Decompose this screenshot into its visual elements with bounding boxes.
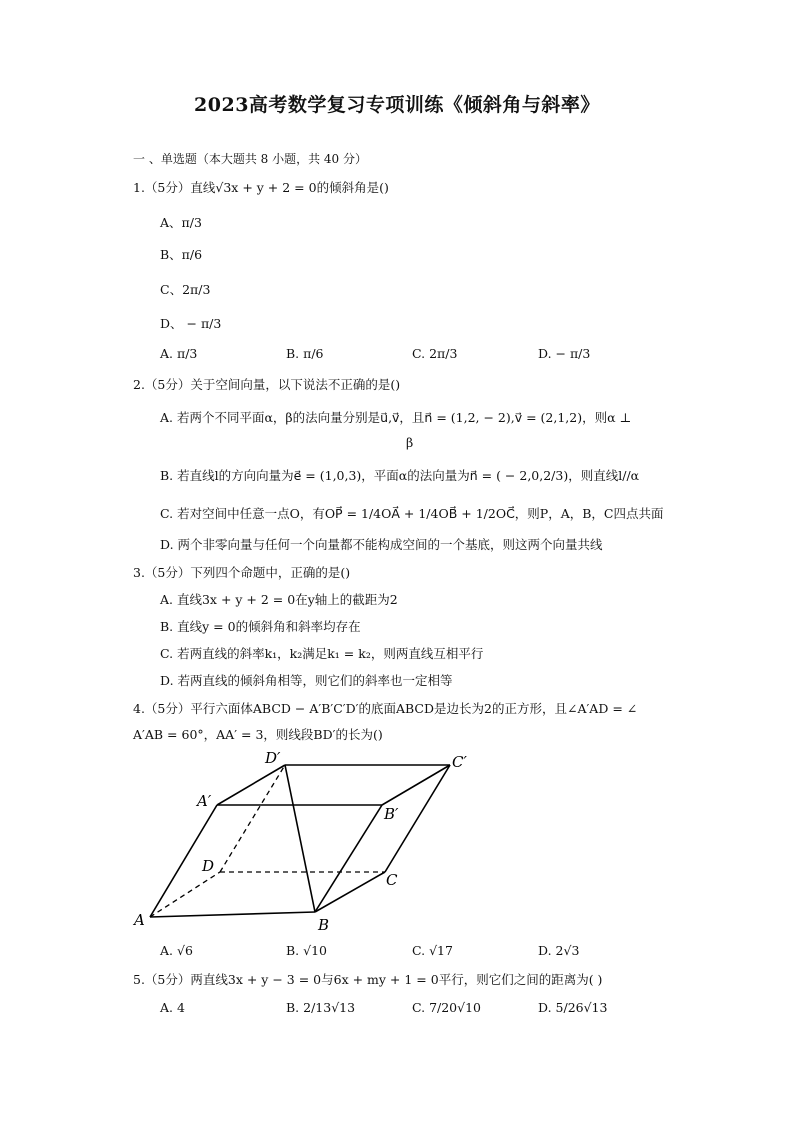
question-1-stem: 1.（5分）直线√3x + y + 2 = 0的倾斜角是()	[133, 180, 389, 195]
q3-option-a: A. 直线3x + y + 2 = 0在y轴上的截距为2	[160, 592, 398, 607]
q1-row-d: D. − π/3	[538, 346, 591, 361]
parallelepiped-figure	[120, 745, 480, 940]
question-4-stem-line1: 4.（5分）平行六面体ABCD − A′B′C′D′的底面ABCD是边长为2的正方形，且∠A′AD = ∠	[133, 701, 638, 716]
q2-option-b: B. 若直线l的方向向量为e⃗ = (1,0,3)，平面α的法向量为n⃗ = ( − 2,0,2/3)，则直线l//α	[160, 468, 640, 483]
section-heading: 一 、单选题（本大题共 8 小题，共 40 分）	[133, 152, 367, 166]
q4-row-d: D. 2√3	[538, 943, 580, 958]
q2-option-a-cont: β	[406, 435, 414, 450]
edge-BB1	[315, 805, 382, 912]
q1-row-a: A. π/3	[160, 346, 198, 361]
vertex-label-B: B	[318, 916, 330, 934]
question-2-stem: 2.（5分）关于空间向量，以下说法不正确的是()	[133, 377, 401, 392]
edge-A1D1	[217, 765, 285, 805]
q1-answer-row	[160, 346, 630, 361]
q3-option-c: C. 若两直线的斜率k₁，k₂满足k₁ = k₂，则两直线互相平行	[160, 646, 484, 661]
page-title: 2023高考数学复习专项训练《倾斜角与斜率》	[194, 94, 600, 116]
vertex-label-C1: C′	[452, 753, 467, 771]
q4-answer-row	[160, 943, 630, 958]
q1-option-b: B、π/6	[160, 247, 203, 262]
question-4-stem-line2: A′AB = 60°，AA′ = 3，则线段BD′的长为()	[133, 727, 383, 742]
q2-option-c: C. 若对空间中任意一点O，有OP⃗ = 1/4OA⃗ + 1/4OB⃗ + 1/2OC⃗，则P，A，B，C四点共面	[160, 506, 664, 521]
q5-row-b: B. 2/13√13	[286, 1000, 356, 1015]
q4-row-b: B. √10	[286, 943, 328, 958]
q4-row-c: C. √17	[412, 943, 453, 958]
vertex-label-D: D	[202, 857, 215, 875]
vertex-label-C: C	[386, 871, 398, 889]
q3-option-b: B. 直线y = 0的倾斜角和斜率均存在	[160, 619, 361, 634]
vertex-label-A: A	[134, 911, 145, 929]
q1-option-a: A、π/3	[160, 215, 202, 230]
q4-row-a: A. √6	[160, 943, 193, 958]
q5-row-a: A. 4	[160, 1000, 185, 1015]
question-3-stem: 3.（5分）下列四个命题中，正确的是()	[133, 565, 351, 580]
q1-option-d: D、 − π/3	[160, 316, 222, 331]
segment-BD1	[285, 765, 315, 912]
q1-row-c: C. 2π/3	[412, 346, 458, 361]
edge-B1C1	[382, 765, 450, 805]
vertex-label-D1: D′	[265, 749, 281, 767]
edge-AB	[150, 912, 315, 917]
q3-option-d: D. 若两直线的倾斜角相等，则它们的斜率也一定相等	[160, 673, 453, 688]
q1-row-b: B. π/6	[286, 346, 324, 361]
q2-option-d: D. 两个非零向量与任何一个向量都不能构成空间的一个基底，则这两个向量共线	[160, 537, 603, 552]
q5-row-d: D. 5/26√13	[538, 1000, 608, 1015]
edge-AD-hidden	[150, 872, 220, 917]
vertex-label-A1: A′	[197, 792, 212, 810]
vertex-label-B1: B′	[384, 805, 399, 823]
q2-option-a: A. 若两个不同平面α，β的法向量分别是u⃗,v⃗，且n⃗ = (1,2, − 2),v⃗ = (2,1,2)，则α ⊥	[160, 410, 632, 425]
q1-option-c: C、2π/3	[160, 282, 211, 297]
edge-BC	[315, 872, 385, 912]
q5-answer-row	[160, 1000, 630, 1015]
question-5-stem: 5.（5分）两直线3x + y − 3 = 0与6x + my + 1 = 0平行，则它们之间的距离为( )	[133, 972, 603, 987]
edge-DD1-hidden	[220, 765, 285, 872]
q5-row-c: C. 7/20√10	[412, 1000, 482, 1015]
